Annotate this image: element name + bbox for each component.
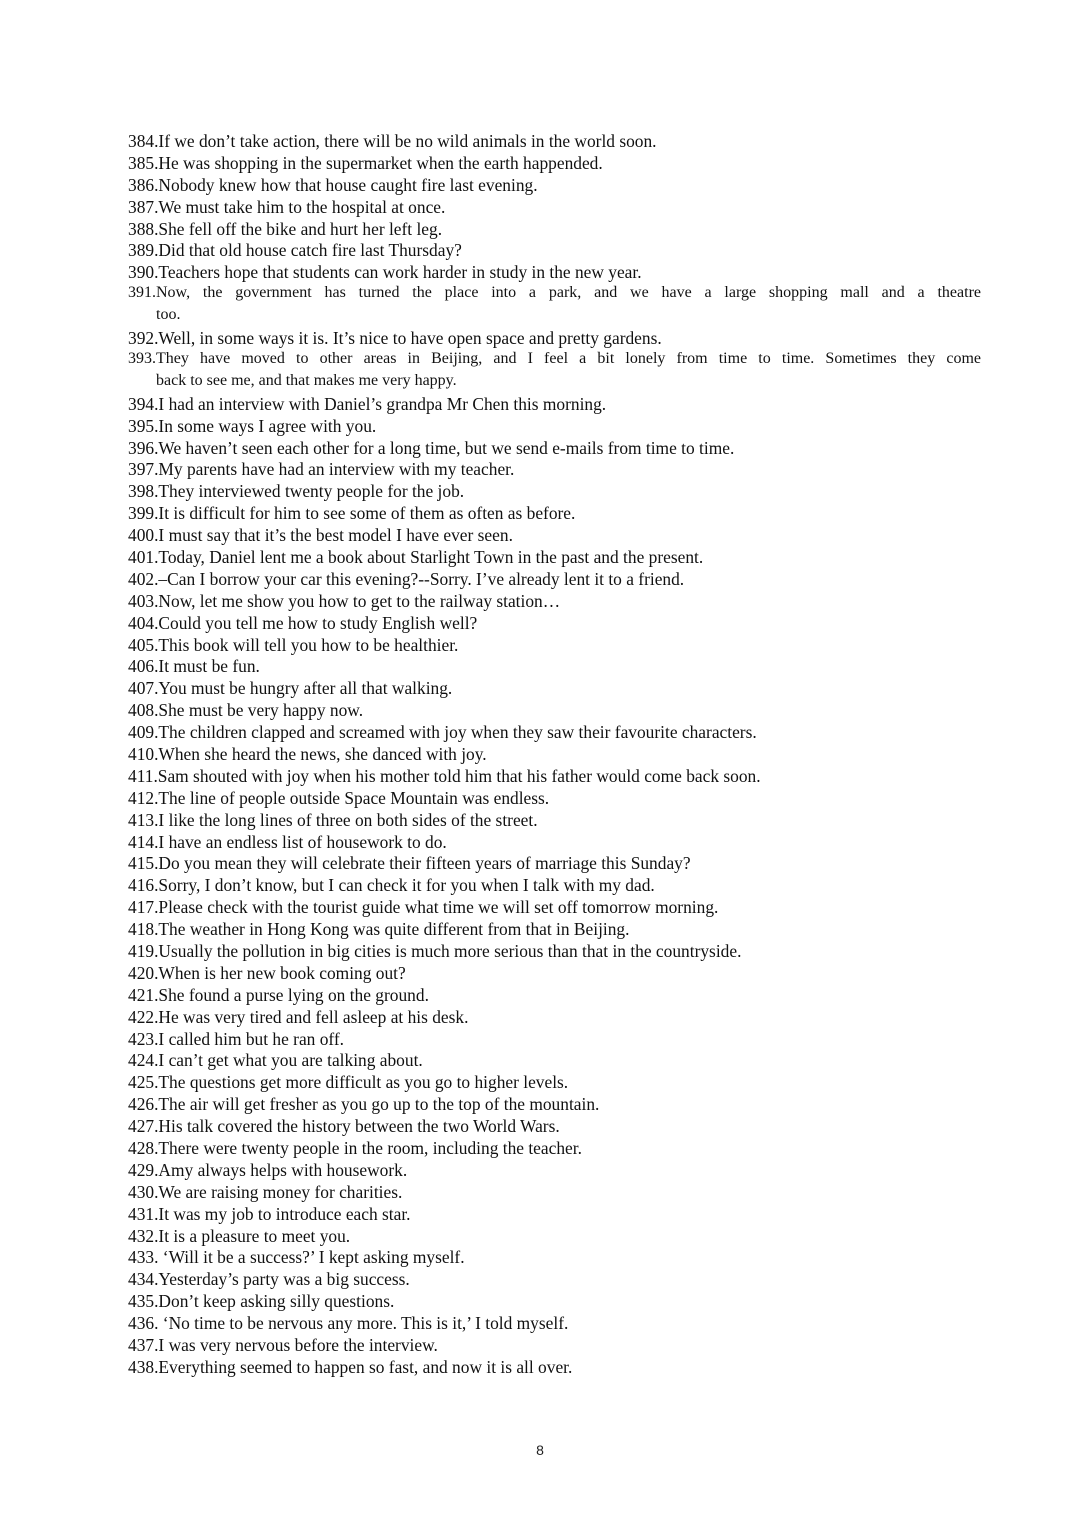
sentence-426: 426.The air will get fresher as you go up to the top of the mountain. (128, 1094, 600, 1115)
sentence-410: 410.When she heard the news, she danced with joy. (128, 743, 487, 764)
sentence-393-line-2: back to see me, and that makes me very happy. (156, 371, 457, 389)
sentence-390: 390.Teachers hope that students can work harder in study in the new year. (128, 262, 642, 283)
sentence-417: 417.Please check with the tourist guide what time we will set off tomorrow morning. (128, 897, 719, 918)
sentence-412: 412.The line of people outside Space Mountain was endless. (128, 787, 550, 808)
sentence-398: 398.They interviewed twenty people for the job. (128, 481, 465, 502)
sentence-416: 416.Sorry, I don’t know, but I can check it for you when I talk with my dad. (128, 875, 655, 896)
sentence-432: 432.It is a pleasure to meet you. (128, 1225, 351, 1246)
sentence-408: 408.She must be very happy now. (128, 700, 364, 721)
sentence-392: 392.Well, in some ways it is. It’s nice to have open space and pretty gardens. (128, 328, 662, 349)
sentence-437: 437.I was very nervous before the interview. (128, 1335, 438, 1356)
sentence-428: 428.There were twenty people in the room, including the teacher. (128, 1138, 582, 1158)
sentence-list (128, 131, 981, 1379)
sentence-388: 388.She fell off the bike and hurt her left leg. (128, 218, 443, 239)
sentence-419: 419.Usually the pollution in big cities is much more serious than that in the countryside. (128, 940, 742, 961)
sentence-425: 425.The questions get more difficult as you go to higher levels. (128, 1072, 569, 1093)
sentence-393-line-1: 393.They have moved to other areas in Beijing, and I feel a bit lonely from time to time. Sometimes they come (128, 349, 981, 367)
sentence-436: 436. ‘No time to be nervous any more. This is it,’ I told myself. (128, 1313, 569, 1334)
sentence-435: 435.Don’t keep asking silly questions. (128, 1291, 395, 1312)
sentence-413: 413.I like the long lines of three on both sides of the street. (128, 809, 538, 830)
sentence-394: 394.I had an interview with Daniel’s grandpa Mr Chen this morning. (128, 393, 607, 414)
sentence-418: 418.The weather in Hong Kong was quite different from that in Beijing. (128, 919, 630, 940)
sentence-427: 427.His talk covered the history between the two World Wars. (128, 1116, 560, 1137)
sentence-414: 414.I have an endless list of housework to do. (128, 831, 447, 852)
sentence-403: 403.Now, let me show you how to get to the railway station… (128, 590, 561, 611)
sentence-406: 406.It must be fun. (128, 656, 260, 677)
sentence-421: 421.She found a purse lying on the ground. (128, 984, 429, 1005)
sentence-391-line-1: 391.Now, the government has turned the place into a park, and we have a large shopping mall and a theatre (128, 284, 981, 302)
sentence-395: 395.In some ways I agree with you. (128, 415, 377, 436)
page-number: 8 (536, 1442, 544, 1458)
sentence-400: 400.I must say that it’s the best model I have ever seen. (128, 525, 513, 546)
sentence-404: 404.Could you tell me how to study English well? (128, 612, 478, 633)
sentence-385: 385.He was shopping in the supermarket when the earth happended. (128, 152, 603, 173)
sentence-422: 422.He was very tired and fell asleep at his desk. (128, 1006, 469, 1027)
sentence-396: 396.We haven’t seen each other for a long time, but we send e-mails from time to time. (128, 437, 735, 458)
sentence-407: 407.You must be hungry after all that walking. (128, 678, 453, 699)
sentence-433: 433. ‘Will it be a success?’ I kept asking myself. (128, 1247, 465, 1268)
sentence-431: 431.It was my job to introduce each star. (128, 1203, 411, 1224)
sentence-397: 397.My parents have had an interview with my teacher. (128, 459, 515, 480)
sentence-420: 420.When is her new book coming out? (128, 962, 406, 983)
sentence-423: 423.I called him but he ran off. (128, 1028, 345, 1049)
sentence-384: 384.If we don’t take action, there will be no wild animals in the world soon. (128, 131, 657, 151)
sentence-402: 402.–Can I borrow your car this evening?--Sorry. I’ve already lent it to a friend. (128, 568, 685, 589)
sentence-438: 438.Everything seemed to happen so fast, and now it is all over. (128, 1356, 573, 1377)
sentence-393 (128, 350, 981, 394)
sentence-401: 401.Today, Daniel lent me a book about Starlight Town in the past and the present. (128, 546, 704, 567)
sentence-386: 386.Nobody knew how that house caught fire last evening. (128, 174, 538, 195)
sentence-424: 424.I can’t get what you are talking about. (128, 1050, 423, 1071)
sentence-387: 387.We must take him to the hospital at once. (128, 196, 446, 217)
sentence-434: 434.Yesterday’s party was a big success. (128, 1269, 410, 1290)
sentence-405: 405.This book will tell you how to be healthier. (128, 634, 459, 655)
sentence-415: 415.Do you mean they will celebrate their fifteen years of marriage this Sunday? (128, 853, 691, 874)
sentence-391-line-2: too. (156, 306, 181, 324)
sentence-409: 409.The children clapped and screamed with joy when they saw their favourite characters. (128, 722, 757, 743)
sentence-411: 411.Sam shouted with joy when his mother told him that his father would come back soon. (128, 765, 761, 786)
sentence-430: 430.We are raising money for charities. (128, 1181, 403, 1202)
sentence-429: 429.Amy always helps with housework. (128, 1159, 408, 1180)
sentence-399: 399.It is difficult for him to see some of them as often as before. (128, 503, 576, 524)
sentence-391 (128, 284, 981, 328)
sentence-389: 389.Did that old house catch fire last Thursday? (128, 240, 462, 261)
